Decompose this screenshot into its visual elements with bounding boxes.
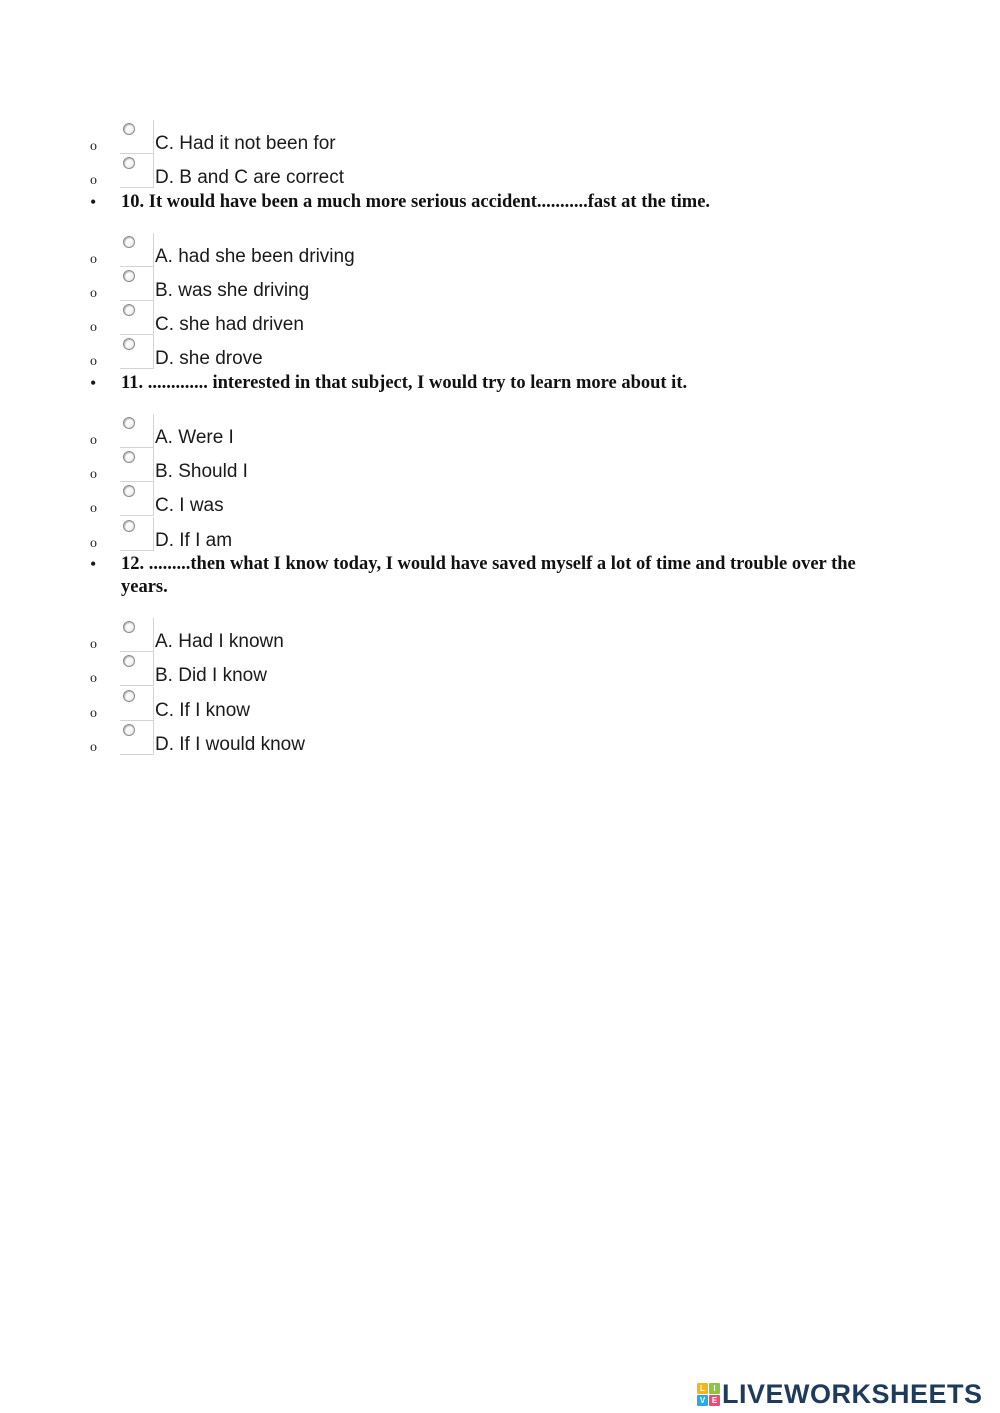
liveworksheets-logo — [697, 1378, 983, 1410]
sub-bullet: o — [90, 740, 97, 755]
radio-button-icon — [123, 724, 135, 736]
radio-option-9d[interactable] — [120, 154, 154, 188]
sub-bullet: o — [90, 354, 97, 369]
logo-mark-letter: I — [709, 1383, 720, 1394]
radio-option-11b[interactable] — [120, 448, 154, 482]
radio-option-12b[interactable] — [120, 652, 154, 686]
logo-mark-letter: L — [697, 1383, 708, 1394]
radio-button-icon — [123, 621, 135, 633]
radio-button-icon — [123, 157, 135, 169]
option-label: D. If I would know — [155, 734, 305, 755]
radio-button-icon — [123, 304, 135, 316]
radio-button-icon — [123, 417, 135, 429]
radio-option-10b[interactable] — [120, 267, 154, 301]
question-text: 11. ............. interested in that subject, I would try to learn more about it. — [121, 373, 688, 393]
sub-bullet: o — [90, 637, 97, 652]
option-label: C. If I know — [155, 700, 251, 721]
logo-mark-letter: V — [697, 1395, 708, 1406]
radio-button-icon — [123, 270, 135, 282]
sub-bullet: o — [90, 252, 97, 267]
question-bullet: • — [90, 192, 97, 212]
option-label: C. she had driven — [155, 314, 304, 335]
sub-bullet: o — [90, 467, 97, 482]
radio-option-11c[interactable] — [120, 482, 154, 516]
radio-button-icon — [123, 520, 135, 532]
question-text: 12. .........then what I know today, I would have saved myself a lot of time and trouble over the years. — [121, 554, 856, 597]
radio-option-12d[interactable] — [120, 721, 154, 755]
option-label: D. she drove — [155, 348, 263, 369]
sub-bullet: o — [90, 320, 97, 335]
list-item — [0, 166, 900, 192]
option-label: A. Were I — [155, 427, 234, 448]
radio-button-icon — [123, 451, 135, 463]
question-bullet: • — [90, 554, 97, 574]
radio-option-12a[interactable] — [120, 618, 154, 652]
option-label: A. Had I known — [155, 631, 284, 652]
radio-option-10c[interactable] — [120, 301, 154, 335]
radio-option-11a[interactable] — [120, 414, 154, 448]
option-label: B. Should I — [155, 461, 248, 482]
list-item — [0, 529, 900, 555]
radio-button-icon — [123, 123, 135, 135]
option-label: C. I was — [155, 495, 224, 516]
sub-bullet: o — [90, 706, 97, 721]
question-text: 10. It would have been a much more serious accident...........fast at the time. — [121, 192, 711, 212]
sub-bullet: o — [90, 433, 97, 448]
list-item — [0, 347, 900, 373]
radio-option-10a[interactable] — [120, 233, 154, 267]
sub-bullet: o — [90, 173, 97, 188]
option-label: B. was she driving — [155, 280, 310, 301]
radio-button-icon — [123, 485, 135, 497]
option-label: C. Had it not been for — [155, 133, 336, 154]
radio-button-icon — [123, 690, 135, 702]
option-label: B. Did I know — [155, 665, 267, 686]
logo-mark-icon — [697, 1383, 720, 1406]
radio-option-12c[interactable] — [120, 687, 154, 721]
sub-bullet: o — [90, 286, 97, 301]
sub-bullet: o — [90, 671, 97, 686]
sub-bullet: o — [90, 501, 97, 516]
radio-button-icon — [123, 236, 135, 248]
sub-bullet: o — [90, 139, 97, 154]
option-label: D. B and C are correct — [155, 167, 345, 188]
option-label: D. If I am — [155, 530, 233, 551]
logo-text: LIVEWORKSHEETS — [722, 1378, 983, 1409]
question-bullet: • — [90, 373, 97, 393]
radio-button-icon — [123, 338, 135, 350]
option-label: A. had she been driving — [155, 246, 355, 267]
radio-button-icon — [123, 655, 135, 667]
list-item — [0, 733, 900, 759]
radio-option-11d[interactable] — [120, 517, 154, 551]
radio-option-10d[interactable] — [120, 335, 154, 369]
radio-option-9c[interactable] — [120, 120, 154, 154]
sub-bullet: o — [90, 536, 97, 551]
logo-mark-letter: E — [709, 1395, 720, 1406]
